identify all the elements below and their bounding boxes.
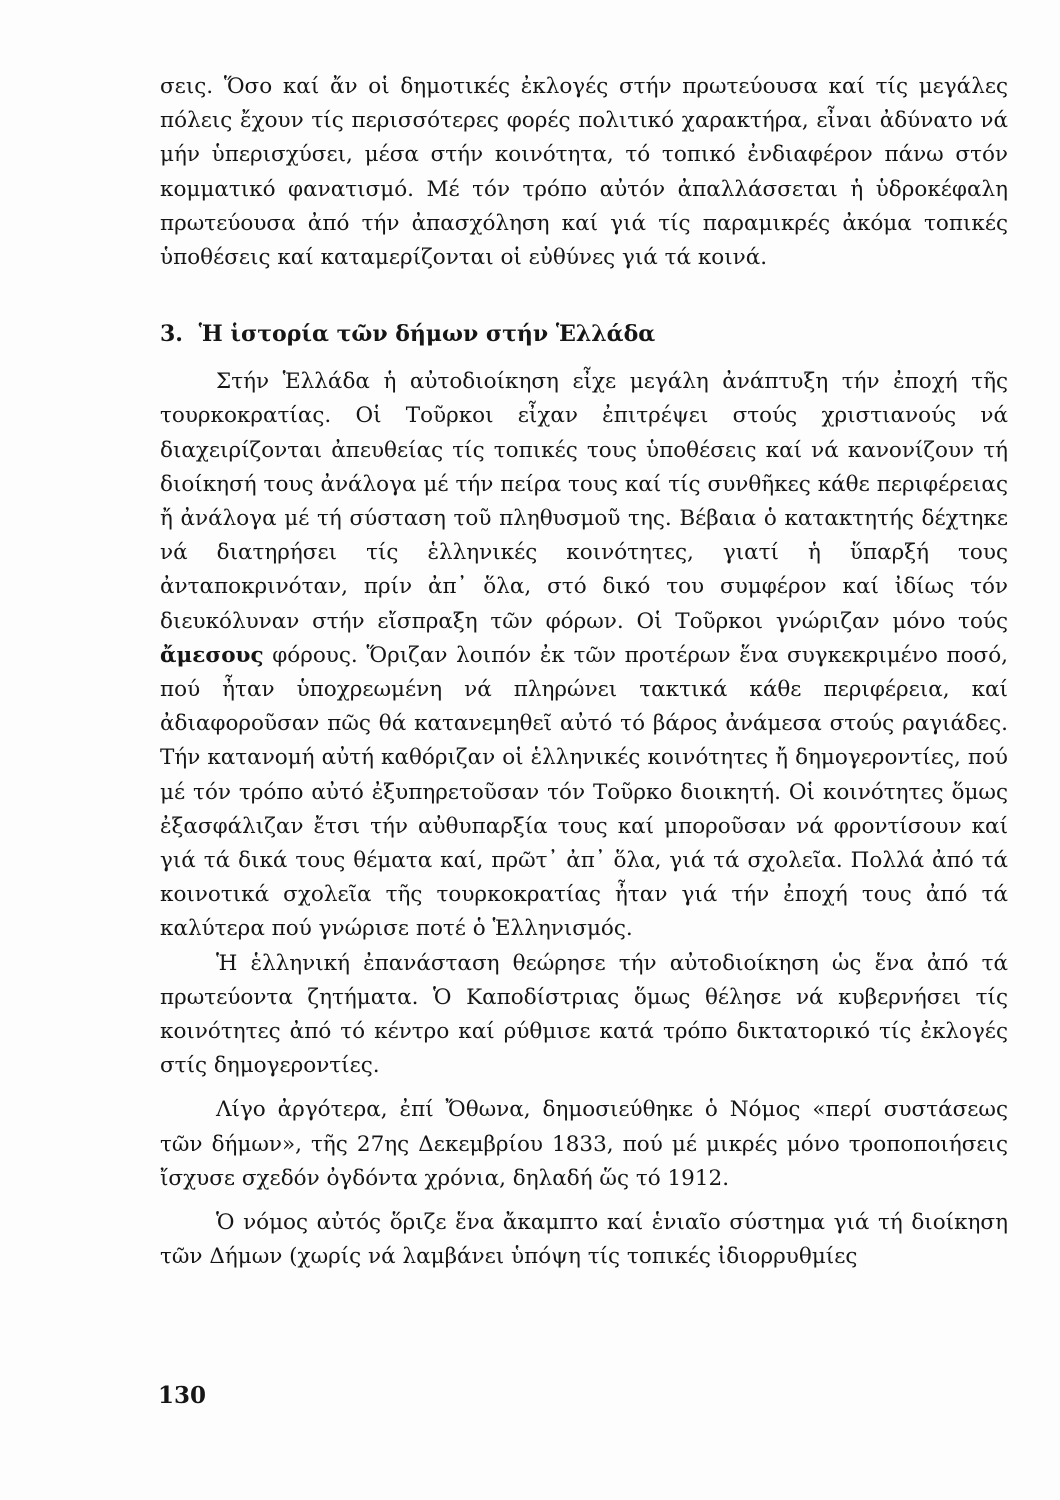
section-title: Ἡ ἱστορία τῶν δήμων στήν Ἑλλάδα <box>198 321 656 348</box>
section-heading <box>160 317 1008 351</box>
paragraph-intro <box>160 365 1008 946</box>
paragraph-continuation: σεις. Ὅσο καί ἄν οἱ δημοτικές ἐκλογές στήν πρωτεύουσα καί τίς μεγάλες πόλεις ἔχουν τίς περισσότερες φορές πολιτικό χαρακτήρα, εἶναι ἀδύνατο νά μήν ὑπερισχύσει, μέσα στήν κοινότητα, τό τοπικό ἐνδιαφέρον πάνω στόν κομματικό φανατισμό. Μέ τόν τρόπο αὐτόν ἀπαλλάσσεται ἡ ὑδροκέφαλη πρωτεύουσα ἀπό τήν ἀπασχόληση καί γιά τίς παραμικρές ἀκόμα τοπικές ὑποθέσεις καί καταμερίζονται οἱ εὐθύνες γιά τά κοινά. <box>160 74 1008 271</box>
page-number: 130 <box>158 1382 207 1409</box>
emphasis-word: ἄμεσους <box>160 642 264 668</box>
paragraph-revolution: Ἡ ἑλληνική ἐπανάσταση θεώρησε τήν αὐτοδιοίκηση ὡς ἕνα ἀπό τά πρωτεύοντα ζητήματα. Ὁ Καποδίστριας ὅμως θέλησε νά κυβερνήσει τίς κοινότητες ἀπό τό κέντρο καί ρύθμισε κατά τρόπο δικτατορικό τίς ἐκλογές στίς δημογεροντίες. <box>160 950 1008 1079</box>
paragraph-law-system: Ὁ νόμος αὐτός ὅριζε ἕνα ἄκαμπτο καί ἑνιαῖο σύστημα γιά τή διοίκηση τῶν Δήμων (χωρίς νά λαμβάνει ὑπόψη τίς τοπικές ἰδιορρυθμίες <box>160 1210 1008 1270</box>
body-text <box>160 70 1008 1275</box>
paragraph-intro-part2: φόρους. Ὅριζαν λοιπόν ἐκ τῶν προτέρων ἕνα συγκεκριμένο ποσό, πού ἦταν ὑποχρεωμένη νά πληρώνει τακτικά κάθε περιφέρεια, καί ἀδιαφοροῦσαν πῶς θά κατανεμηθεῖ αὐτό τό βάρος ἀνάμεσα στούς ραγιάδες. Τήν κατανομή αὐτή καθόριζαν οἱ ἑλληνικές κοινότητες ἤ δημογεροντίες, πού μέ τόν τρόπο αὐτό ἐξυπηρετοῦσαν τόν Τοῦρκο διοικητή. Οἱ κοινότητες ὅμως ἐξασφάλιζαν ἔτσι τήν αὐθυπαρξία τους καί μποροῦσαν νά φροντίσουν καί γιά τά δικά τους θέματα καί, πρῶτ᾽ ἀπ᾽ ὅλα, γιά τά σχολεῖα. Πολλά ἀπό τά κοινοτικά σχολεῖα τῆς τουρκοκρατίας ἦταν γιά τήν ἐποχή τους ἀπό τά καλύτερα πού γνώρισε ποτέ ὁ Ἑλληνισμός. <box>160 642 1008 942</box>
section-number: 3. <box>160 321 183 348</box>
paragraph-otto-law: Λίγο ἀργότερα, ἐπί Ὄθωνα, δημοσιεύθηκε ὁ Νόμος «περί συστάσεως τῶν δήμων», τῆς 27ης Δεκεμβρίου 1833, πού μέ μικρές μόνο τροποποιήσεις ἴσχυσε σχεδόν ὀγδόντα χρόνια, δηλαδή ὥς τό 1912. <box>160 1097 1008 1191</box>
paragraph-intro-part1: Στήν Ἑλλάδα ἡ αὐτοδιοίκηση εἶχε μεγάλη ἀνάπτυξη τήν ἐποχή τῆς τουρκοκρατίας. Οἱ Τοῦρκοι εἶχαν ἐπιτρέψει στούς χριστιανούς νά διαχειρίζονται ἀπευθείας τίς τοπικές τους ὑποθέσεις καί νά κανονίζουν τή διοίκησή τους ἀνάλογα μέ τήν πείρα τους καί τίς συνθῆκες κάθε περιφέρειας ἤ ἀνάλογα μέ τή σύσταση τοῦ πληθυσμοῦ της. Βέβαια ὁ κατακτητής δέχτηκε νά διατηρήσει τίς ἑλληνικές κοινότητες, γιατί ἡ ὕπαρξή τους ἀνταποκρινόταν, πρίν ἀπ᾽ ὅλα, στό δικό του συμφέρον καί ἰδίως τόν διευκόλυναν στήν εἴσπραξη τῶν φόρων. Οἱ Τοῦρκοι γνώριζαν μόνο τούς <box>160 369 1008 634</box>
